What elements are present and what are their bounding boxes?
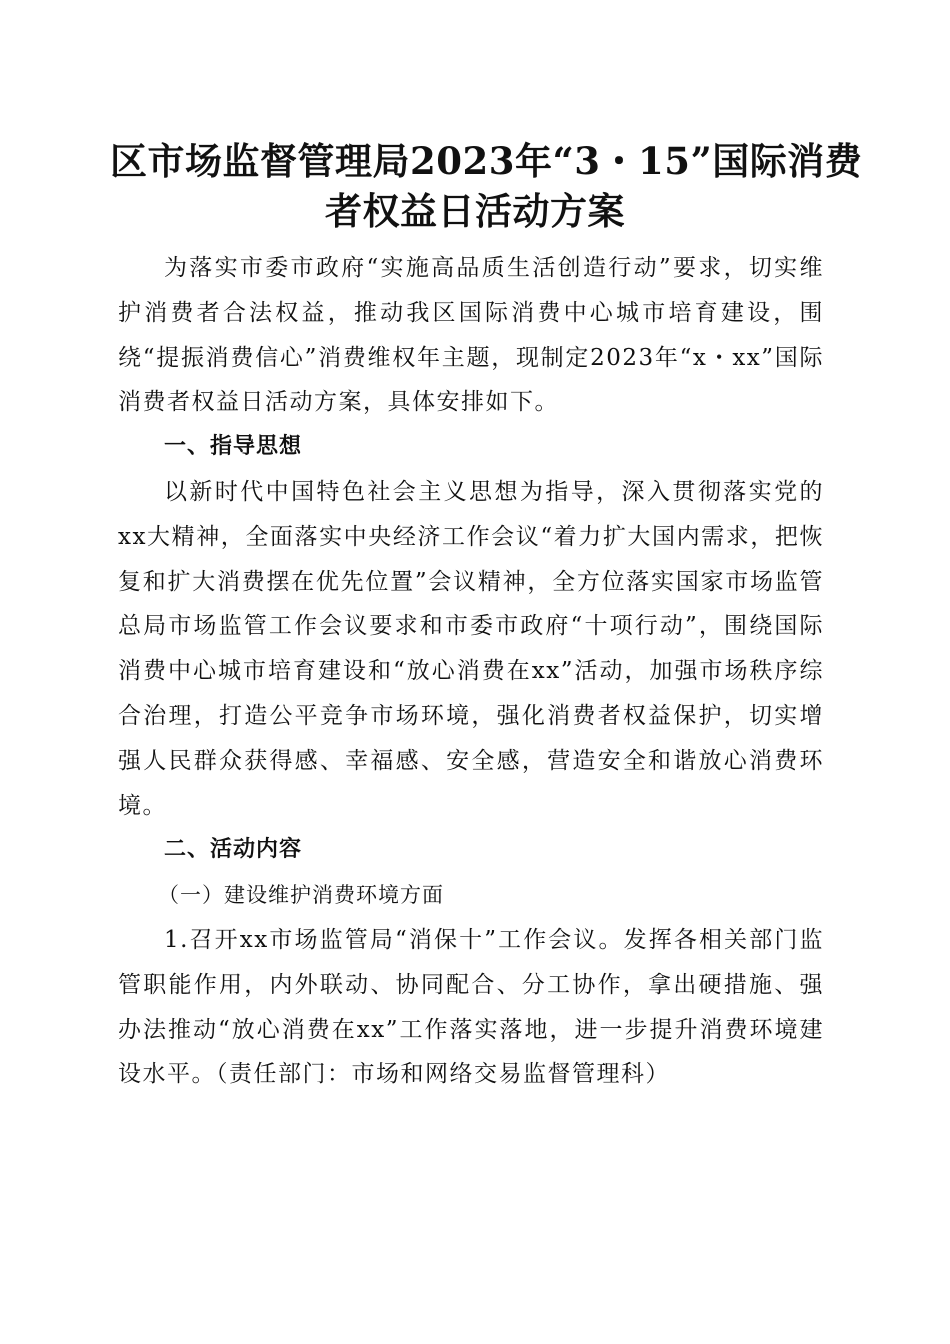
subsection-heading-consumer-environment: （一）建设维护消费环境方面 xyxy=(158,883,444,908)
intro-paragraph: 为落实市委市政府“实施高品质生活创造行动”要求，切实维护消费者合法权益，推动我区国际消费中心城市培育建设，围绕“提振消费信心”消费维权年主题，现制定2023年“x・xx”国际消费者权益日活动方案，具体安排如下。 xyxy=(118,255,824,416)
document-title xyxy=(110,136,863,236)
guiding-ideology-paragraph: 以新时代中国特色社会主义思想为指导，深入贯彻落实党的xx大精神，全面落实中央经济工作会议“着力扩大国内需求，把恢复和扩大消费摆在优先位置”会议精神，全方位落实国家市场监管总局市场监管工作会议要求和市委市政府“十项行动”，围绕国际消费中心城市培育建设和“放心消费在xx”活动，加强市场秩序综合治理，打造公平竞争市场环境，强化消费者权益保护，切实增强人民群众获得感、幸福感、安全感，营造安全和谐放心消费环境。 xyxy=(118,478,824,819)
section-heading-activity-content: 二、活动内容 xyxy=(164,837,303,863)
item-1-paragraph: 1.召开xx市场监管局“消保十”工作会议。发挥各相关部门监管职能作用，内外联动、协同配合、分工协作，拿出硬措施、强办法推动“放心消费在xx”工作落实落地，进一步提升消费环境建设水平。（责任部门：市场和网络交易监督管理科） xyxy=(118,926,824,1088)
section-heading-guiding-ideology: 一、指导思想 xyxy=(164,434,303,460)
title-line-1: 区市场监督管理局2023年“3・15”国际消费 xyxy=(110,139,863,183)
document-body xyxy=(118,246,824,1097)
title-line-2: 者权益日活动方案 xyxy=(325,189,625,233)
